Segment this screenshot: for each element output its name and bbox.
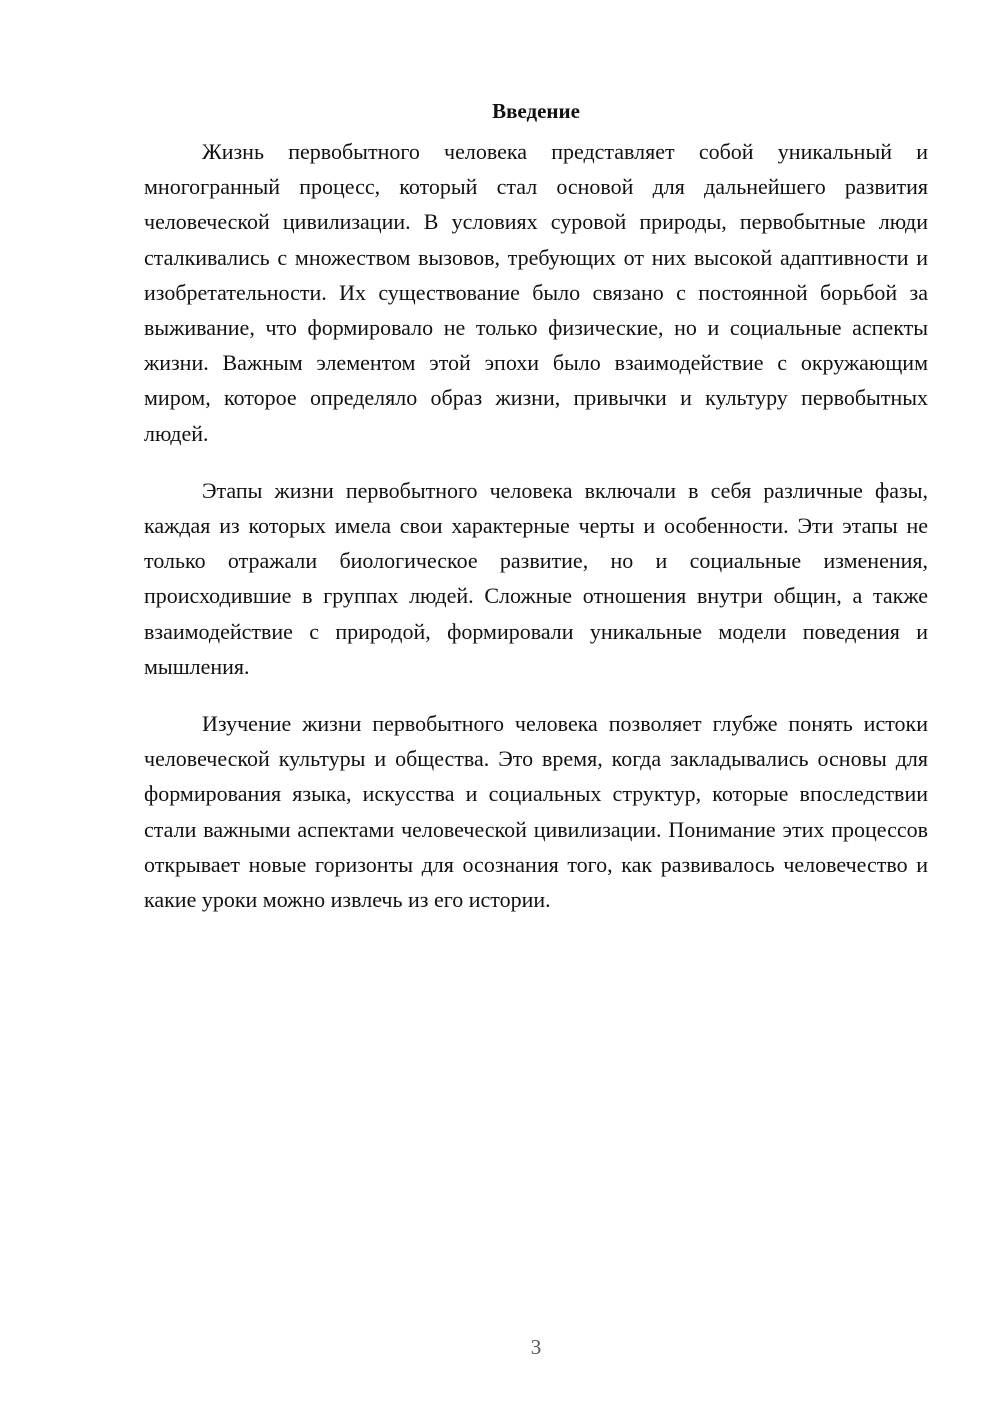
paragraph-3: Изучение жизни первобытного человека позволяет глубже понять истоки человеческой культуры и общества. Это время, когда закладывались основы для формирования языка, искусства и социальных структур, которые впоследствии стали важными аспектами человеческой цивилизации. Понимание этих процессов открывает новые горизонты для осознания того, как развивалось человечество и какие уроки можно извлечь из его истории. (144, 711, 928, 913)
paragraph-2: Этапы жизни первобытного человека включали в себя различные фазы, каждая из которых имела свои характерные черты и особенности. Эти этапы не только отражали биологическое развитие, но и социальные изменения, происходившие в группах людей. Сложные отношения внутри общин, а также взаимодействие с природой, формировали уникальные модели поведения и мышления. (144, 477, 928, 679)
page-number: 3 (530, 1335, 542, 1359)
page-content (144, 96, 928, 939)
section-title: Введение (492, 99, 580, 123)
paragraph-1: Жизнь первобытного человека представляет собой уникальный и многогранный процесс, который стал основой для дальнейшего развития человеческой цивилизации. В условиях суровой природы, первобытные люди сталкивались с множеством вызовов, требующих от них высокой адаптивности и изобретательности. Их существование было связано с постоянной борьбой за выживание, что формировало не только физические, но и социальные аспекты жизни. Важным элементом этой эпохи было взаимодействие с окружающим миром, которое определяло образ жизни, привычки и культуру первобытных людей. (144, 139, 928, 446)
